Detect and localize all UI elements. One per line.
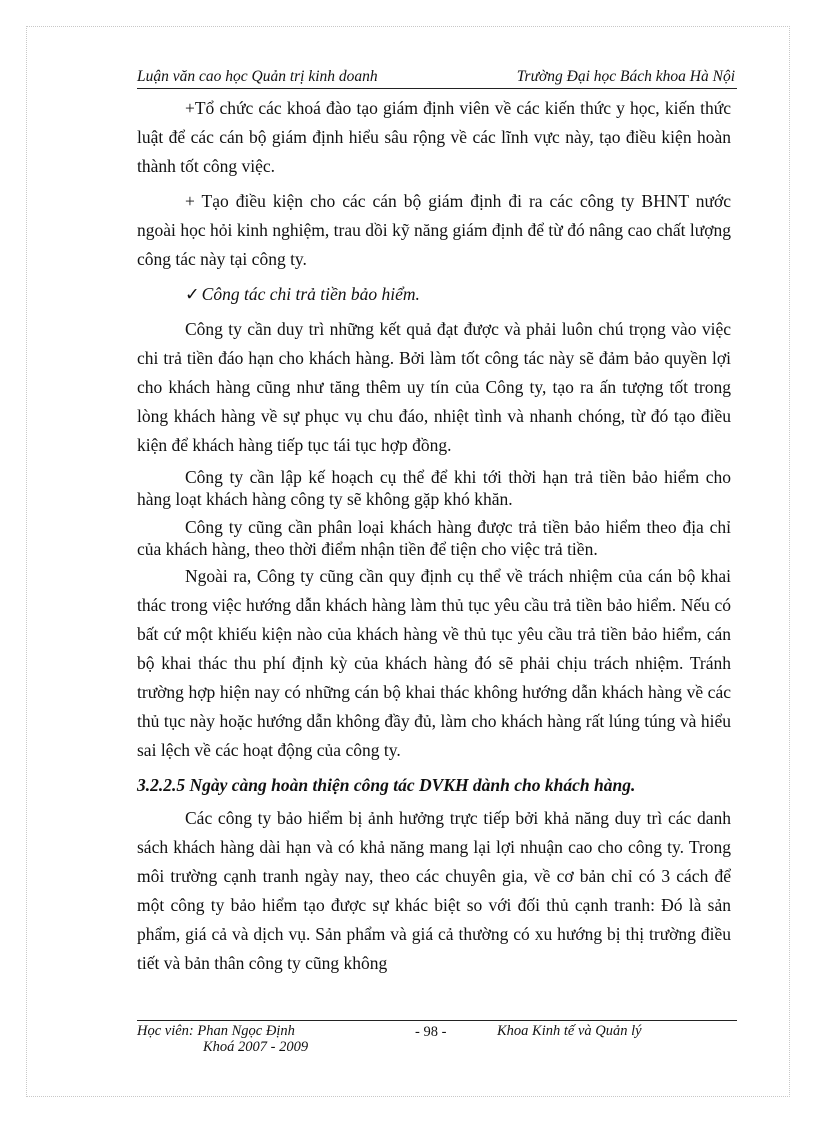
subheading xyxy=(137,280,731,309)
header-university: Trường Đại học Bách khoa Hà Nội xyxy=(516,68,735,85)
footer-student: Học viên: Phan Ngọc Định xyxy=(137,1023,295,1039)
paragraph-plan: Công ty cần lập kế hoạch cụ thể để khi tới thời hạn trả tiền bảo hiểm cho hàng loạt khách hàng công ty sẽ không gặp khó khăn. xyxy=(137,467,731,509)
page-header xyxy=(137,66,737,89)
section-heading: 3.2.2.5 Ngày càng hoàn thiện công tác DVKH dành cho khách hàng. xyxy=(137,775,636,795)
page-body xyxy=(137,94,731,978)
page-footer xyxy=(137,1020,737,1055)
paragraph-payment: Công ty cần duy trì những kết quả đạt được và phải luôn chú trọng vào việc chi trả tiền đáo hạn cho khách hàng. Bởi làm tốt công tác này sẽ đảm bảo quyền lợi cho khách hàng cũng như tăng thêm uy tín của Công ty, tạo ra ấn tượng tốt trong lòng khách hàng về sự phục vụ chu đáo, nhiệt tình và nhanh chóng, từ đó tạo điều kiện để khách hàng tiếp tục tái tục hợp đồng. xyxy=(137,319,731,455)
paragraph-responsibility: Ngoài ra, Công ty cũng cần quy định cụ thể về trách nhiệm của cán bộ khai thác trong việc hướng dẫn khách hàng làm thủ tục yêu cầu trả tiền bảo hiểm. Nếu có bất cứ một khiếu kiện nào của khách hàng về thủ tục yêu cầu trả tiền bảo hiểm, cán bộ khai thác thu phí định kỳ của khách hàng đó sẽ phải chịu trách nhiệm. Tránh trường hợp hiện nay có những cán bộ khai thác không hướng dẫn khách hàng về các thủ tục này hoặc hướng dẫn không đầy đủ, làm cho khách hàng rất lúng túng và hiểu sai lệch về các hoạt động của công ty. xyxy=(137,566,731,760)
checkmark-icon: ✓ xyxy=(185,284,200,304)
header-thesis-title: Luận văn cao học Quản trị kinh doanh xyxy=(137,68,378,85)
paragraph-classify: Công ty cũng cần phân loại khách hàng được trả tiền bảo hiểm theo địa chỉ của khách hàng, theo thời điểm nhận tiền để tiện cho việc trả tiền. xyxy=(137,517,731,559)
footer-course: Khoá 2007 - 2009 xyxy=(203,1039,309,1055)
page-number: - 98 - xyxy=(415,1024,447,1040)
paragraph-customer-service: Các công ty bảo hiểm bị ảnh hưởng trực tiếp bởi khả năng duy trì các danh sách khách hàng dài hạn và có khả năng mang lại lợi nhuận cao cho công ty. Trong môi trường cạnh tranh ngày nay, theo các chuyên gia, về cơ bản chỉ có 3 cách để một công ty bảo hiểm tạo được sự khác biệt so với đối thủ cạnh tranh: Đó là sản phẩm, giá cả và dịch vụ. Sản phẩm và giá cả thường có xu hướng bị thị trường điều tiết và bản thân công ty cũng không xyxy=(137,808,731,973)
footer-faculty: Khoa Kinh tế và Quản lý xyxy=(497,1023,642,1039)
paragraph-training: +Tổ chức các khoá đào tạo giám định viên về các kiến thức y học, kiến thức luật để các cán bộ giám định hiểu sâu rộng về các lĩnh vực này, tạo điều kiện hoàn thành tốt công việc. xyxy=(137,98,731,176)
paragraph-overseas-learning: + Tạo điều kiện cho các cán bộ giám định đi ra các công ty BHNT nước ngoài học hỏi kinh nghiệm, trau dồi kỹ năng giám định để từ đó nâng cao chất lượng công tác này tại công ty. xyxy=(137,191,731,269)
subheading-text: Công tác chi trả tiền bảo hiểm. xyxy=(201,284,420,304)
